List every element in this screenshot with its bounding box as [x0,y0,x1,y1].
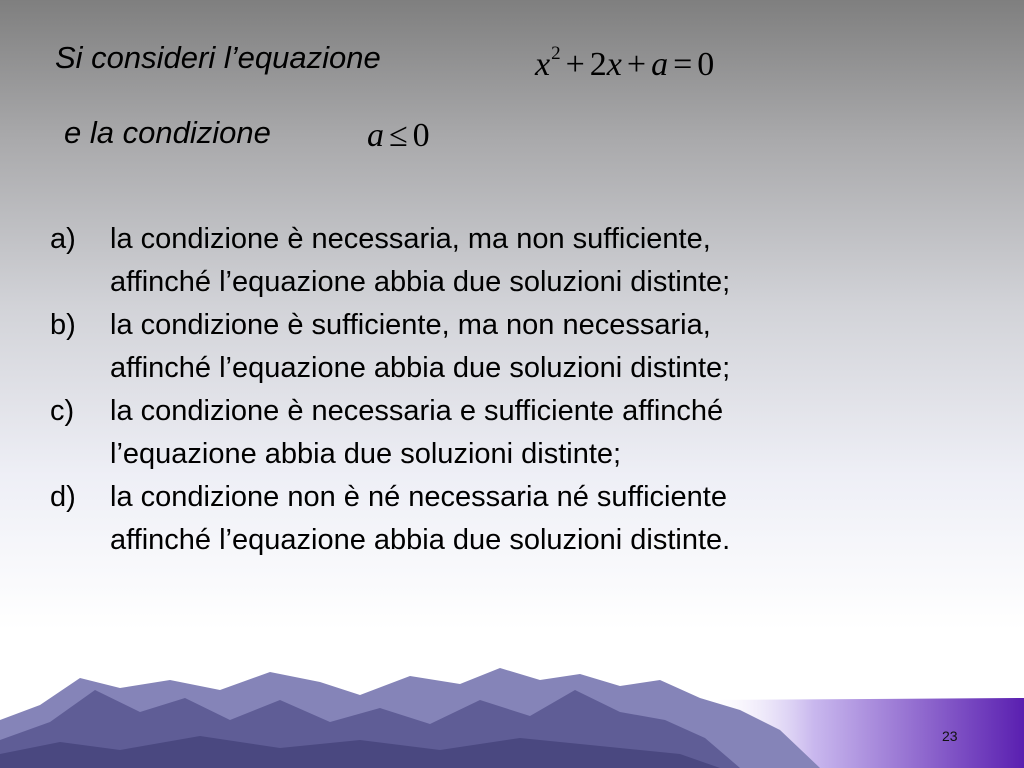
equation-formula [535,42,715,84]
option-marker: a) [50,223,76,255]
condition-var-a: a [367,117,384,154]
option-c [50,390,930,476]
equation-plus: + [565,46,585,83]
option-line: la condizione è necessaria e sufficiente affinché [110,395,724,427]
option-line: l’equazione abbia due soluzioni distinte; [110,438,622,470]
option-b [50,304,930,390]
intro-condition: e la condizione [64,115,271,150]
equation-var-x: x [606,46,622,83]
option-line: la condizione è necessaria, ma non sufficiente, [110,223,711,255]
option-line: affinché l’equazione abbia due soluzioni distinte. [110,524,731,556]
equation-zero: 0 [697,46,715,83]
condition-le: ≤ [389,117,408,154]
option-a [50,218,930,304]
equation-var-a: a [651,46,669,83]
equation-equals: = [673,46,693,83]
equation-var-x: x [535,46,551,83]
option-line: affinché l’equazione abbia due soluzioni distinte; [110,352,731,384]
option-marker: d) [50,481,76,513]
equation-plus: + [626,46,647,83]
intro-consider: Si consideri l’equazione [55,40,381,75]
option-line: la condizione è sufficiente, ma non necessaria, [110,309,711,341]
option-marker: b) [50,309,76,341]
option-d [50,476,930,562]
answer-options [50,218,930,562]
mountain-landscape-image [0,650,1024,768]
option-line: la condizione non è né necessaria né sufficiente [110,481,727,513]
option-line: affinché l’equazione abbia due soluzioni distinte; [110,266,731,298]
condition-zero: 0 [412,117,430,154]
equation-coefficient: 2 [589,46,607,83]
equation-exponent: 2 [551,42,561,64]
slide-number: 23 [942,728,958,744]
option-marker: c) [50,395,75,427]
condition-formula [367,117,430,155]
